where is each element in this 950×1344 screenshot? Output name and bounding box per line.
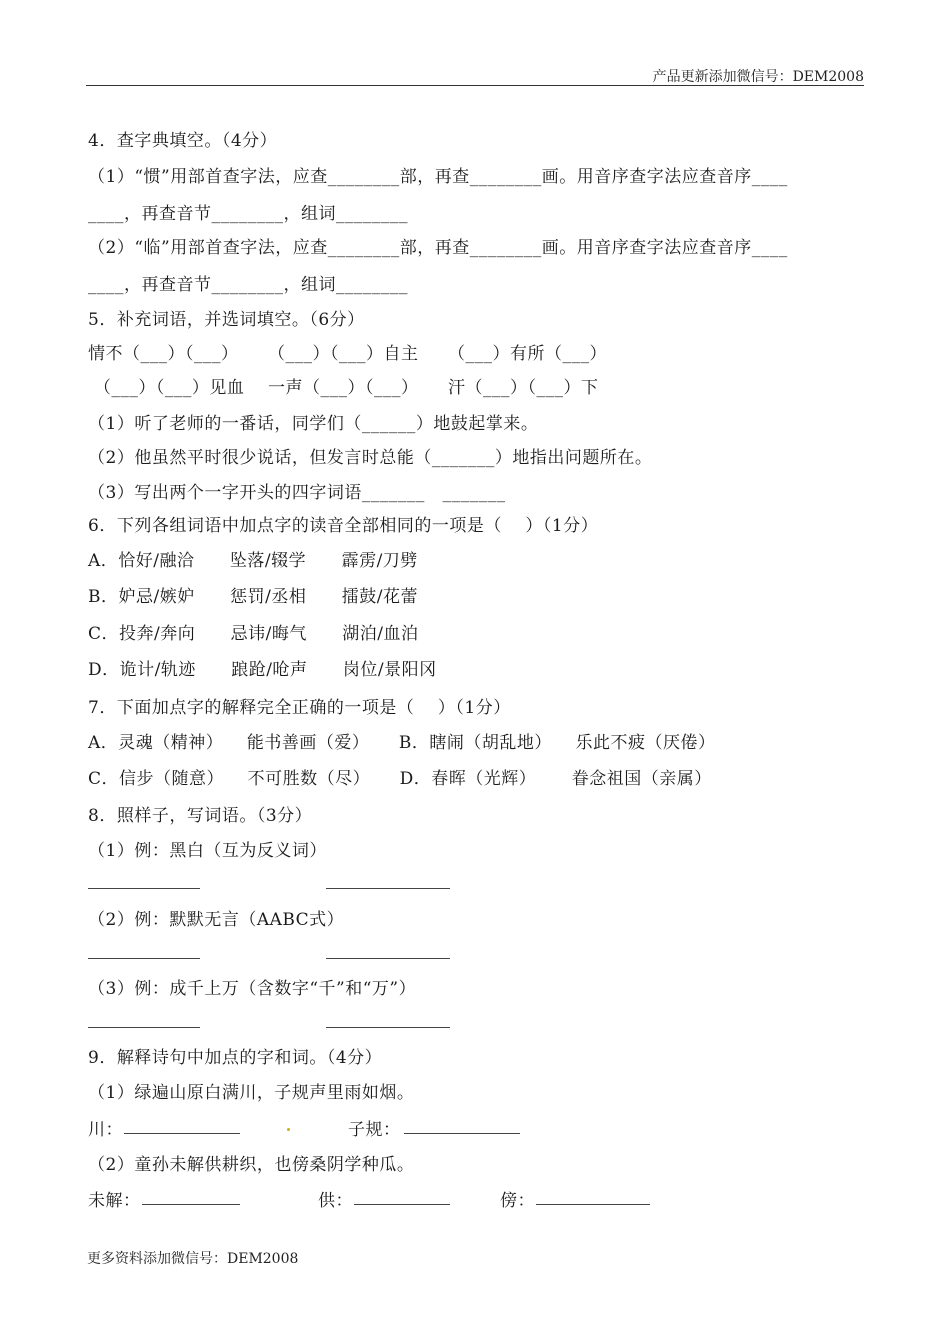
q9-poem-2: （2）童孙未解供耕织，也傍桑阴学种瓜。	[88, 1155, 415, 1175]
emphasis-dot	[287, 1128, 290, 1131]
q5-title: 5．补充词语，并选词填空。（6分）	[88, 310, 365, 330]
q9-label-gong: 供：	[318, 1191, 353, 1211]
q4-line-3: （2）“临”用部首查字法，应查________部，再查________画。用音序查字法应查音序____	[88, 238, 788, 258]
q9-poem-1: （1）绿遍山原白满川，子规声里雨如烟。	[88, 1083, 415, 1103]
q8-example-3: （3）例：成千上万（含数字“千”和“万”）	[88, 979, 417, 999]
q6-option-d: D．诡计/轨迹 踉跄/呛声 岗位/景阳冈	[88, 660, 437, 680]
q8-answer-1a	[88, 888, 200, 889]
q9-label-zigui: 子规：	[348, 1120, 401, 1140]
q9-label-chuan: 川：	[88, 1120, 123, 1140]
q6-title: 6．下列各组词语中加点字的读音全部相同的一项是（ ）（1分）	[88, 516, 599, 536]
q7-options-cd: C．信步（随意） 不可胜数（尽） D．春晖（光辉） 眷念祖国（亲属）	[88, 769, 712, 789]
q8-example-1: （1）例：黑白（互为反义词）	[88, 841, 327, 861]
q6-option-a: A．恰好/融洽 坠落/辍学 霹雳/刀劈	[88, 551, 418, 571]
q6-option-b: B．妒忌/嫉妒 惩罚/丞相 擂鼓/花蕾	[88, 587, 419, 607]
header-wechat-note: 产品更新添加微信号：DEM2008	[652, 69, 864, 85]
q5-line-1: 情不（___）（___） （___）（___）自主 （___）有所（___）	[88, 344, 608, 364]
q5-line-4: （2）他虽然平时很少说话，但发言时总能（_______）地指出问题所在。	[88, 448, 653, 468]
header-divider	[86, 85, 864, 86]
q4-line-1: （1）“惯”用部首查字法，应查________部，再查________画。用音序查字法应查音序____	[88, 167, 788, 187]
q8-title: 8．照样子，写词语。（3分）	[88, 806, 313, 826]
q4-line-2: ____，再查音节________，组词________	[88, 204, 408, 224]
q8-answer-2b	[326, 958, 450, 959]
q8-answer-3a	[88, 1027, 200, 1028]
q9-title: 9．解释诗句中加点的字和词。（4分）	[88, 1048, 383, 1068]
q8-answer-1b	[326, 888, 450, 889]
q9-answer-chuan	[124, 1133, 240, 1134]
q5-line-5: （3）写出两个一字开头的四字词语_______ _______	[88, 483, 506, 503]
q5-line-3: （1）听了老师的一番话，同学们（______）地鼓起掌来。	[88, 414, 539, 434]
q8-answer-3b	[326, 1027, 450, 1028]
q8-example-2: （2）例：默默无言（AABC式）	[88, 910, 345, 930]
q4-title: 4．查字典填空。（4分）	[88, 131, 278, 151]
q9-label-weijie: 未解：	[88, 1191, 141, 1211]
q7-options-ab: A．灵魂（精神） 能书善画（爱） B．瞎闹（胡乱地） 乐此不疲（厌倦）	[88, 733, 716, 753]
q9-answer-weijie	[142, 1204, 240, 1205]
q5-line-2: （___）（___）见血 一声（___）（___） 汗（___）（___）下	[88, 378, 599, 398]
q8-answer-2a	[88, 958, 200, 959]
q9-answer-zigui	[404, 1133, 520, 1134]
footer-wechat-note: 更多资料添加微信号：DEM2008	[87, 1251, 299, 1267]
q9-answer-bang	[536, 1204, 650, 1205]
q7-title: 7．下面加点字的解释完全正确的一项是（ ）（1分）	[88, 698, 511, 718]
q6-option-c: C．投奔/奔向 忌讳/晦气 湖泊/血泊	[88, 624, 419, 644]
q9-label-bang: 傍：	[500, 1191, 535, 1211]
q9-answer-gong	[354, 1204, 450, 1205]
q4-line-4: ____，再查音节________，组词________	[88, 275, 408, 295]
